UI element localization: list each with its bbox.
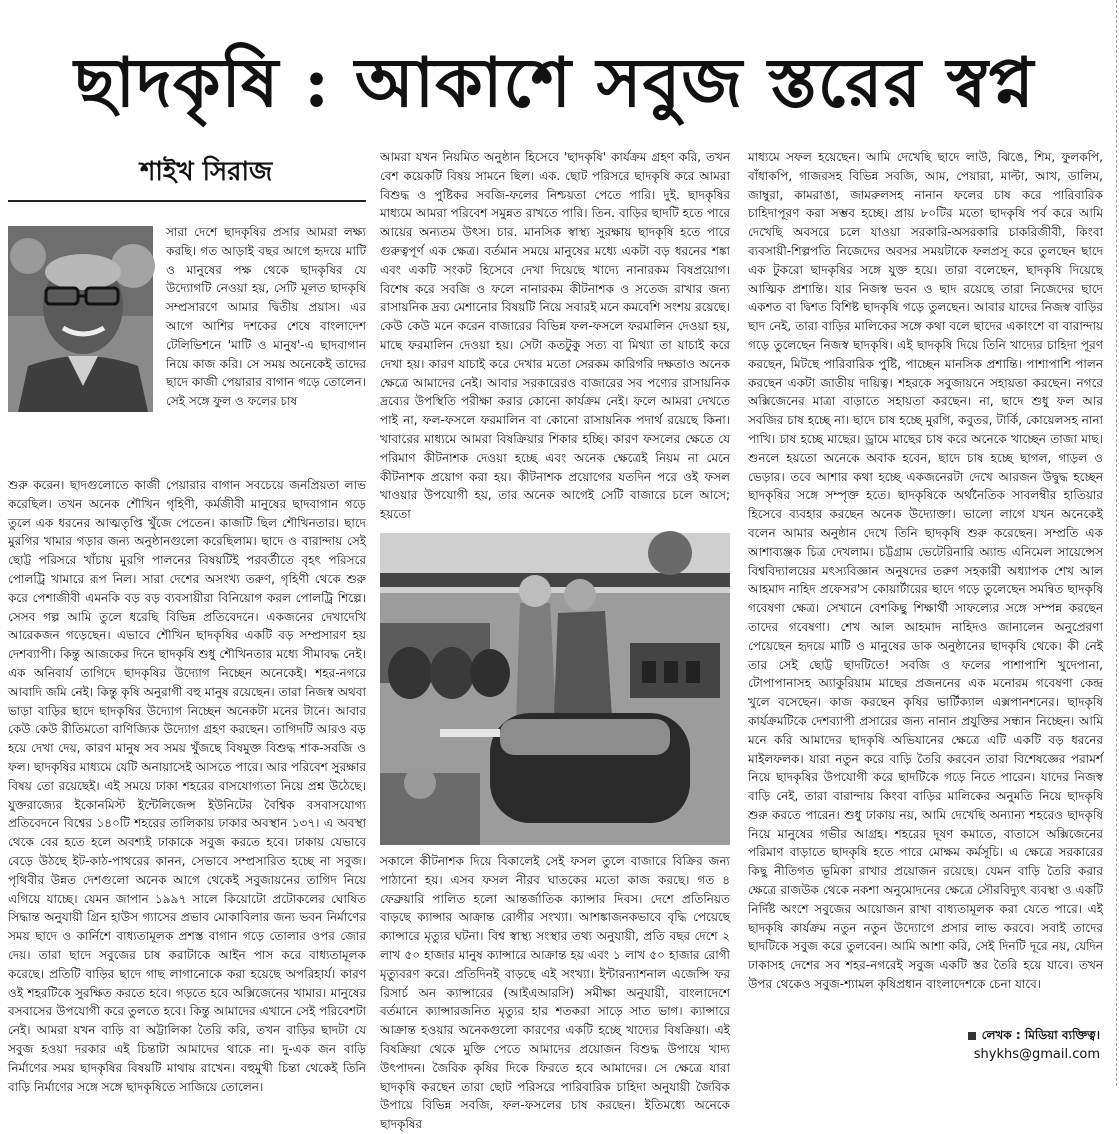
paragraph: সকালে কীটনাশক দিয়ে বিকালেই সেই ফসল তুলে বাজারে বিক্রির জন্য পাঠানো হয়। এসব ফসল নীরব ঘাতকের মতো কাজ করছে। গত ৪ ফেব্রুয়ারি পালিত হলো আন্তর্জাতিক ক্যান্সার দিবস। দেশে প্রতিনিয়ত বাড়ছে ক্যান্সার আক্রান্ত রোগীর সংখ্যা। আশঙ্কাজনকভাবে বৃদ্ধি পেয়েছে ক্যান্সারে মৃত্যুর ঘটনা। বিশ্ব স্বাস্থ্য সংস্থার তথ্য অনুযায়ী, প্রতি বছর দেশে ২ লাখ ৫০ হাজার মানুষ ক্যান্সারে আক্রান্ত হয় এবং ১ লাখ ৫০ হাজার রোগী মৃত্যুবরণ করে। প্রতিদিনই বাড়ছে এই সংখ্যা। ইন্টারন্যাশনাল এজেন্সি ফর রিসার্চ অন ক্যান্সারের (আইএআরসি) সমীক্ষা অনুযায়ী, বাংলাদেশে বর্তমানে ক্যান্সারজনিত মৃত্যুর হার শতকরা সাড়ে সাত ভাগ। ক্যান্সারে আক্রান্ত হওয়ার অনেকগুলো কারণের একটি হচ্ছে খাদ্যের বিষক্রিয়া। এই বিষক্রিয়া থেকে মুক্তি পেতে আমাদের প্রয়োজন বিশুদ্ধ উপায়ে খাদ্য উৎপাদন। জৈবিক কৃষির দিকে ফিরতে হবে আমাদের। সে ক্ষেত্রে যারা ছাদকৃষি করছেন তারা ছোট পরিসরে পারিবারিক চাহিদা অনুযায়ী জৈবিক উপায়ে বিভিন্ন সবজি, ফল-ফসলের চাষ করছেন। ইতিমধ্যে অনেকে ছাদকৃষির	[380, 854, 730, 1132]
column-1-body-text	[8, 476, 366, 1094]
paragraph: মাধ্যমে সফল হয়েছেন। আমি দেখেছি ছাদে লাউ, ঝিঙে, শিম, ফুলকপি, বাঁধাকপি, গাজরসহ বিভিন্ন সবজি, আম, পেয়ারা, মাল্টা, আখ, ডালিম, জাম্বুরা, কামরাঙা, জামরুলসহ নানান ফলের চাষ করে পারিবারিক চাহিদাপূরণ করা সম্ভব হচ্ছে। প্রায় ৮০টির মতো ছাদকৃষি পর্ব করে আমি দেখেছি অবসরে চলে যাওয়া সরকারি-অসরকারি চাকরিজীবী, কিংবা ব্যবসায়ী-শিল্পপতি নিজেদের অবসর সময়টাকে ফলপ্রসূ করে তুলছেন ছাদে এক টুকরো ছাদকৃষির সঙ্গে যুক্ত হয়ে। তারা বলেছেন, ছাদকৃষি দিয়েছে আত্মিক প্রশান্তি। যার নিজস্ব ভবন ও ছাদ রয়েছে তারা নিজেদের ছাদে একশত বা দ্বিশত বিশিষ্ট ছাদকৃষি গড়ে তুলছেন। আবার যাদের নিজস্ব বাড়ির ছাদ নেই, তারা বাড়ির মালিকের সঙ্গে কথা বলে ছাদের একাংশে বা বারান্দায় গড়ে তুলেছেন নিজস্ব ছাদকৃষি। এই ছাদকৃষি দিয়ে তিনি খাদ্যের চাহিদা পূরণ করছেন, মিটছে পারিবারিক পুষ্টি, পাচ্ছেন মানসিক প্রশান্তি। পাশাপাশি পালন করছেন একটা জাতীয় দায়িত্ব। শহরকে সবুজায়নে সহায়তা করছেন। নগরে অক্সিজেনের মাত্রা বাড়াতে সহায়তা করছেন। না, ছাদে শুধু ফল আর সবজির চাষ হচ্ছে না। ছাদে চাষ হচ্ছে মুরগি, কবুতর, টার্কি, কোয়েলসহ নানা পাখি। চাষ হচ্ছে মাছের। ড্রামে মাছের চাষ করে অনেকে খাচ্ছেন তাজা মাছ। শুনলে হয়তো অনেকে অবাক হবেন, ছাদে চাষ হচ্ছে ছাগল, গাড়ল ও ভেড়ার। তবে আশার কথা হচ্ছে একজনেরটা দেখে আরজন উদ্বুদ্ধ হচ্ছেন ছাদকৃষির সঙ্গে সম্পৃক্ত হতে। ছাদকৃষিকে অর্থনৈতিক সাবলম্বীর হাতিয়ার হিসেবে ব্যবহার করছেন অনেক উদ্যোক্তা। ভালো লাগে যখন অনেকেই বলেন আমার অনুষ্ঠান দেখে তিনি ছাদকৃষি শুরু করেছেন। সম্প্রতি এক আশাব্যঞ্জক চিত্র দেখলাম। চট্টগ্রাম ভেটেরিনারি অ্যান্ড এনিমেল সায়েন্সেস বিশ্ববিদ্যালয়ের মৎস্যবিজ্ঞান অনুষদের তরুণ সহকারী অধ্যাপক শেখ আল আহমাদ নাহিদ প্রফেসর'স কোয়ার্টারের ছাদে গড়ে তুলেছেন সমন্বিত ছাদকৃষি গবেষণা ক্ষেত্র। সেখানে বেশকিছু শিক্ষার্থী সাফল্যের সঙ্গে সম্পন্ন করছেন তাদের গবেষণা। শেখ আল আহমাদ নাহিদও জানালেন অনুপ্রেরণা পেয়েছেন হৃদয়ে মাটি ও মানুষের ডাক অনুষ্ঠানের ছাদকৃষি থেকে। কী নেই তার সেই ছোট্ট ছাদটিতে! সবজি ও ফলের পাশাপাশি খুদেপানা, টোপাপানাসহ অ্যাকুরিয়াম মাছের প্রজননের এক মনোরম গবেষণা কেন্দ্র খুলে বসেছেন। কাজ করছেন কৃষির ভার্টিক্যাল এক্সপানশনের। ছাদকৃষি কার্যক্রমটিকে দেশব্যাপী প্রসারের জন্য নানান প্রযুক্তির সন্ধান নিচ্ছেন। আমি মনে করি আমাদের ছাদকৃষি অভিযানের ক্ষেত্রে এটি একটি বড় ধরনের মাইলফলক। যারা নতুন করে বাড়ি তৈরি করবেন তারা বিশেষজ্ঞের পরামর্শ নিয়ে ছাদকৃষির উপযোগী করে ছাদটিকে গড়ে নিতে পারেন। যাদের নিজস্ব বাড়ি নেই, তারা বারান্দায় কিংবা বাড়ির মালিকের অনুমতি নিয়ে ছাদকৃষি শুরু করতে পারেন। শুধু ঢাকায় নয়, আমি দেখেছি অন্যান্য শহরেও ছাদকৃষি নিয়ে মানুষের গভীর আগ্রহ। শহরের দূষণ কমাতে, বাতাসে অক্সিজেনের পরিমাণ বাড়াতে ছাদকৃষি হতে পারে মোক্ষম কর্মসূচি। এ ক্ষেত্রে সরকারের কিছু নীতিগত ভূমিকা রাখার প্রয়োজন রয়েছে। যেমন বাড়ি তৈরি করার ক্ষেত্রে রাজউক থেকে নকশা অনুমোদনের ক্ষেত্রে সৌরবিদ্যুৎ ব্যবস্থা ও একটি নির্দিষ্ট অংশে সবুজের আয়োজন রাখা বাধ্যতামূলক করা যেতে পারে। এই ছাদকৃষি কার্যক্রম নতুন নতুন উদ্যোগে প্রসার লাভ করবে। সবাই তাদের ছাদটিকে সবুজ করে তুলবেন। আমি আশা করি, সেই দিনটি দূরে নয়, যেদিন ঢাকাসহ দেশের সব শহর-নগরেই সবুজ একটি স্তর তৈরি হয়ে যাবে। তখন উপর থেকেও সবুজ-শ্যামল কৃষিপ্রধান বাংলাদেশকে চেনা যাবে।	[748, 150, 1103, 992]
column-2-lower-text	[380, 852, 730, 1132]
rooftop-garden-photo	[380, 533, 730, 845]
author-credit-line	[880, 1024, 1100, 1046]
byline-divider	[8, 200, 366, 202]
author-email[interactable]: shykhs@gmail.com	[973, 1047, 1100, 1062]
author-credit-text: লেখক : মিডিয়া ব্যক্তিত্ব।	[981, 1028, 1100, 1042]
column-2-upper-text	[380, 148, 730, 533]
column-1-intro-text	[166, 223, 366, 476]
paragraph: আমরা যখন নিয়মিত অনুষ্ঠান হিসেবে 'ছাদকৃষি' কার্যক্রম গ্রহণ করি, তখন বেশ কয়েকটি বিষয় সামনে ছিল। এক. ছোট পরিসরে ছাদকৃষি করে আমরা বিশুদ্ধ ও পুষ্টিকর সবজি-ফলের নিশ্চয়তা পেতে পারি। দুই. ছাদকৃষির মাধ্যমে আমরা পরিবেশ সমুন্নত রাখতে পারি। তিন. বাড়ির ছাদটি হতে পারে আয়ের অন্যতম উৎস। চার. মানসিক স্বাস্থ্য সুরক্ষায় ছাদকৃষি হতে পারে গুরুত্বপূর্ণ এক ক্ষেত্র। বর্তমান সময়ে মানুষের মধ্যে একটা বড় ধরনের শঙ্কা এবং একটি সংকট হিসেবে দেখা দিয়েছে খাদ্যে নানারকম বিষপ্রয়োগ। বিশেষ করে সবজি ও ফলে নানারকম কীটনাশক ও সতেজ রাখার জন্য রাসায়নিক দ্রব্য মেশানোর বিষয়টি নিয়ে সবারই মনে কমবেশি সংশয় রয়েছে। কেউ কেউ মনে করেন বাজারের বিভিন্ন ফল-ফসলে ফরমালিন দেওয়া হয়, মাছে ফরমালিন দেওয়া হয়। সেটা কতটুকু সত্য বা মিথ্যা তা যাচাই করে দেখা হয়। কারণ যাচাই করে দেখার মতো সেরকম কারিগরি দক্ষতাও অনেক ক্ষেত্রে আমাদের নেই। আবার সরকারেরও বাজারের সব পণ্যের রাসায়নিক দ্রব্যের উপস্থিতি পরীক্ষা করার কোনো কার্যক্রম নেই। ফলে আমরা দেখতে পাই না, ফল-ফসলে ফরমালিন বা কোনো রাসায়নিক পদার্থ রয়েছে কিনা। খাবারের মাধ্যমে আমরা বিষক্রিয়ার শিকার হচ্ছি। কারণ ফসলের ক্ষেতে যে পরিমাণ কীটনাশক দেওয়া হচ্ছে এবং অনেক ক্ষেত্রেই নিয়ম না মেনে কীটনাশক প্রয়োগ করা হয়। কীটনাশক প্রয়োগের যতদিন পরে ওই ফসল খাওয়ার উপযোগী হয়, তার অনেক আগেই সেটি বাজারে চলে আসে; হয়তো	[380, 150, 730, 522]
paragraph: সারা দেশে ছাদকৃষির প্রসার আমরা লক্ষ্য করছি। গত আড়াই বছর আগে হৃদয়ে মাটি ও মানুষের পক্ষ থেকে ছাদকৃষির যে উদ্যোগটি নেওয়া হয়, সেটি মূলত ছাদকৃষি সম্প্রসারণে আমার দ্বিতীয় প্রয়াস। এর আগে আশির দশকের শেষে বাংলাদেশ টেলিভিশনে 'মাটি ও মানুষ'-এ ছাদবাগান নিয়ে কাজ করি। সে সময় অনেকেই তাদের ছাদে কাজী পেয়ারার বাগান গড়ে তোলেন। সেই সঙ্গে ফুল ও ফলের চাষ	[166, 225, 366, 409]
column-guide-dashed-line	[1116, 0, 1117, 1086]
column-3-text	[748, 148, 1103, 1024]
article-headline: ছাদকৃষি : আকাশে সবুজ স্তরের স্বপ্ন	[74, 43, 1035, 123]
author-byline: শাইখ সিরাজ	[140, 157, 273, 187]
author-portrait-photo	[8, 226, 153, 412]
square-bullet-icon	[968, 1032, 976, 1040]
paragraph: শুরু করেন। ছাদগুলোতে কাজী পেয়ারার বাগান সবচেয়ে জনপ্রিয়তা লাভ করেছিল। তখন অনেক শৌখিন গৃহিণী, কর্মজীবী মানুষের ছাদবাগান গড়ে তুলে এক ধরনের আত্মতৃপ্তি খুঁজে পেতেন। কাজটি ছিল শৌখিনতার। ছাদে মুরগির খামার গড়ার জন্য অনুষ্ঠানগুলো করেছিলাম। ছাদে ও বারান্দায় সেই ছোট্ট পরিসরে খাঁচায় মুরগি পালনের বিষয়টিই পরবর্তীতে বৃহৎ পরিসরে পোলট্রি খামারে রূপ নিল। সারা দেশের অসংখ্য তরুণ, গৃহিণী থেকে শুরু করে পেশাজীবী এমনকি বড় বড় ব্যবসায়ীরা বিনিয়োগ করল পোলট্রি শিল্পে। সেসব গল্প আমি তুলে ধরেছি বিভিন্ন প্রতিবেদনে। একজনের দেখাদেখি আরেকজন গড়েছেন। এভাবে শৌখিন ছাদকৃষির একটি বড় সম্প্রসারণ হয় দেশব্যাপী। কিন্তু আজকের দিনে ছাদকৃষি শুধু শৌখিনতার মধ্যে সীমাবদ্ধ নেই। এক অনিবার্য তাগিদে ছাদকৃষির উদ্যোগ নিচ্ছেন অনেকেই। শহর-নগরে আবাদি জমি নেই। কিন্তু কৃষি অনুরাগী বহু মানুষ রয়েছেন। তারা নিজস্ব অথবা ভাড়া বাড়ির ছাদে ছাদকৃষির উদ্যোগ নিচ্ছেন অনেকটা মনের টানে। আবার কেউ কেউ রীতিমতো বাণিজ্যিক উদ্যোগ গ্রহণ করছেন। তাগিদটি আরও বড় হয়ে দেখা দেয়, কারণ মানুষ সব সময় খুঁজছে বিষমুক্ত বিশুদ্ধ শাক-সবজি ও ফল। ছাদকৃষির মাধ্যমে যেটি অনায়াসেই আসতে পারে। আর পরিবেশ সুরক্ষার বিষয় তো রয়েছেই। এই সময়ে ঢাকা শহরের বাসযোগ্যতা নিয়ে প্রশ্ন উঠেছে। যুক্তরাজ্যের ইকোনমিস্ট ইন্টেলিজেন্স ইউনিটের বৈশ্বিক বসবাসযোগ্য প্রতিবেদনে বিশ্বের ১৪০টি শহরের তালিকায় ঢাকার অবস্থান ১৩৭। এ অবস্থা থেকে বের হতে হলে অবশ্যই ঢাকাকে সবুজ করতে হবে। ঢাকায় যেভাবে বেড়ে উঠছে ইট-কাঠ-পাথরের কানন, সেভাবে সম্প্রসারিত হচ্ছে না সবুজ। পৃথিবীর উন্নত দেশগুলো অনেক আগে থেকেই সবুজায়নের তাগিদ নিয়ে এগিয়ে যাচ্ছে। যেমন জাপান ১৯৯৭ সালে কিয়োটো প্রটোকলের ঘোষিত সিদ্ধান্ত অনুযায়ী গ্রিন হাউস গ্যাসের প্রভাব মোকাবিলার জন্য ভবন নির্মাণের সময় ছাদে ও কার্নিশে বাধ্যতামূলক প্রশস্ত বাগান গড়ে তোলার ওপর জোর দেয়। তারা ছাদে সবুজের চাষ করাটাকে আইন পাস করে বাধ্যতামূলক করেছে। প্রতিটি বাড়ির ছাদে গাছ লাগানোকে করা হয়েছে অপরিহার্য। কারণ ওই শহরটিকে সুরক্ষিত করতে হবে। গড়তে হবে অক্সিজেনের খামার। মানুষের বসবাসের উপযোগী করে তুলতে হবে। কিন্তু আমাদের এখানে সেই পরিবেশটা নেই। আমরা যখন বাড়ি বা অট্টালিকা তৈরি করি, তখন বাড়ির ছাদটা যে সবুজ হওয়া দরকার এই চিন্তাটা আমাদের থাকে না। দু-এক জন বাড়ি নির্মাণের সময় ছাদকৃষির বিষয়টি মাথায় রাখেন। বহুমুখী চিন্তা থেকেই তিনি বাড়ি নির্মাণের সঙ্গে সঙ্গে ছাদকৃষিতে সাজিয়ে তোলেন।	[8, 478, 366, 1094]
